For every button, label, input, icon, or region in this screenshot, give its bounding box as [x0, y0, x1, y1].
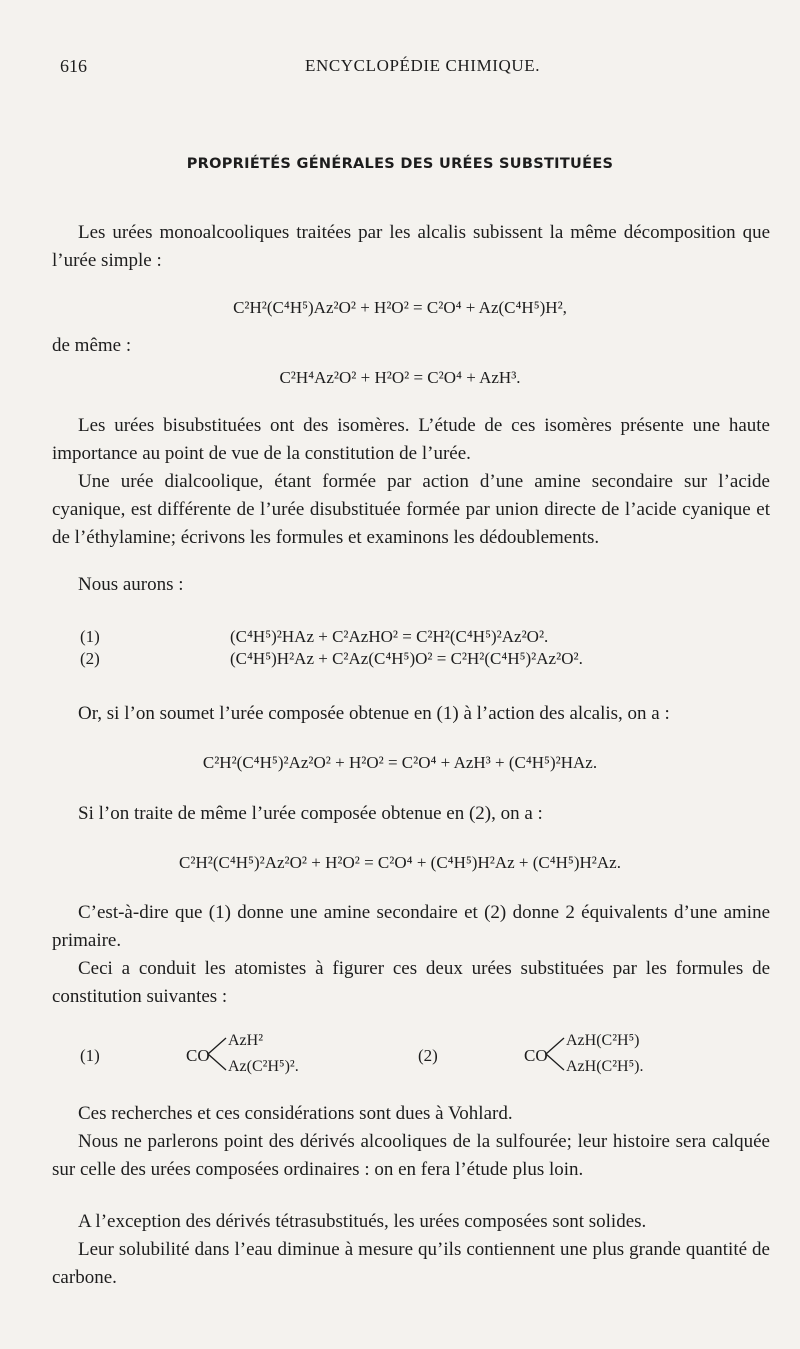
nous-aurons-text: Nous aurons : — [78, 574, 184, 595]
running-header — [60, 56, 760, 80]
structure-1-co: CO — [186, 1046, 210, 1065]
structure-2-co: CO — [524, 1046, 548, 1065]
structure-2-top-group: AzH(C²H⁵) — [566, 1032, 640, 1049]
equation-2 — [0, 649, 800, 673]
section-title: PROPRIÉTÉS GÉNÉRALES DES URÉES SUBSTITUÉES — [186, 156, 614, 172]
paragraph-action-alcalis: Or, si l’on soumet l’urée composée obtenue en (1) à l’action des alcalis, on a : — [78, 703, 670, 724]
formula-decomposition-2: C²H²(C⁴H⁵)²Az²O² + H²O² = C²O⁴ + (C⁴H⁵)H²Az + (C⁴H⁵)H²Az. — [179, 853, 621, 872]
structure-2-label: (2) — [418, 1046, 438, 1065]
paragraph-traite-2: Si l’on traite de même l’urée composée obtenue en (2), on a : — [78, 803, 543, 824]
structure-1-label: (1) — [80, 1046, 100, 1065]
paragraph-atomistes: Ceci a conduit les atomistes à figurer ces deux urées substituées par les formules de constitution suivantes : — [52, 958, 770, 1007]
paragraph-amines: C’est-à-dire que (1) donne une amine secondaire et (2) donne 2 équivalents d’une amine primaire. — [52, 902, 770, 951]
structural-formula-2 — [418, 1032, 718, 1082]
structure-2-bond-lines — [544, 1032, 566, 1076]
structure-1-bond-lines — [206, 1032, 228, 1076]
paragraph-sulfouree: Nous ne parlerons point des dérivés alcooliques de la sulfourée; leur histoire sera calquée sur celle des urées composées ordinaires : on en fera l’étude plus loin. — [52, 1131, 770, 1180]
structure-1-bottom-group: Az(C²H⁵)². — [228, 1058, 299, 1075]
equation-1 — [0, 627, 800, 651]
paragraph-isomeres: Les urées bisubstituées ont des isomères. L’étude de ces isomères présente une haute importance au point de vue de la constitution de l’urée. — [52, 415, 770, 464]
paragraph-tetrasubstitues: A l’exception des dérivés tétrasubstitués, les urées composées sont solides. — [78, 1211, 647, 1232]
equation-2-label: (2) — [80, 649, 100, 668]
equation-1-formula: (C⁴H⁵)²HAz + C²AzHO² = C²H²(C⁴H⁵)²Az²O². — [230, 627, 549, 646]
paragraph-uree-dialcoolique: Une urée dialcoolique, étant formée par action d’une amine secondaire sur l’acide cyanique, est différente de l’urée disubstituée formée par union directe de l’acide cyanique et de l’éthylamine; écrivons les formules et examinons les dédoublements. — [52, 471, 770, 548]
structural-formula-1 — [78, 1032, 358, 1082]
equation-1-label: (1) — [80, 627, 100, 646]
formula-uree-simple: C²H⁴Az²O² + H²O² = C²O⁴ + AzH³. — [279, 368, 521, 387]
paragraph-vohlard: Ces recherches et ces considérations sont dues à Vohlard. — [78, 1103, 513, 1124]
page-number: 616 — [60, 56, 87, 76]
formula-decomposition-1: C²H²(C⁴H⁵)²Az²O² + H²O² = C²O⁴ + AzH³ + (C⁴H⁵)²HAz. — [202, 753, 598, 772]
formula-monoalcoolique: C²H²(C⁴H⁵)Az²O² + H²O² = C²O⁴ + Az(C⁴H⁵)H², — [233, 298, 567, 317]
de-meme-text: de même : — [52, 335, 132, 356]
paragraph-solubilite: Leur solubilité dans l’eau diminue à mesure qu’ils contiennent une plus grande quantité de carbone. — [52, 1239, 770, 1288]
equation-2-formula: (C⁴H⁵)H²Az + C²Az(C⁴H⁵)O² = C²H²(C⁴H⁵)²Az²O². — [230, 649, 583, 668]
running-title: ENCYCLOPÉDIE CHIMIQUE. — [305, 56, 541, 75]
paragraph-decomposition: Les urées monoalcooliques traitées par les alcalis subissent la même décomposition que l’urée simple : — [52, 222, 770, 271]
structure-1-top-group: AzH² — [228, 1032, 264, 1049]
structure-2-bottom-group: AzH(C²H⁵). — [566, 1058, 644, 1075]
